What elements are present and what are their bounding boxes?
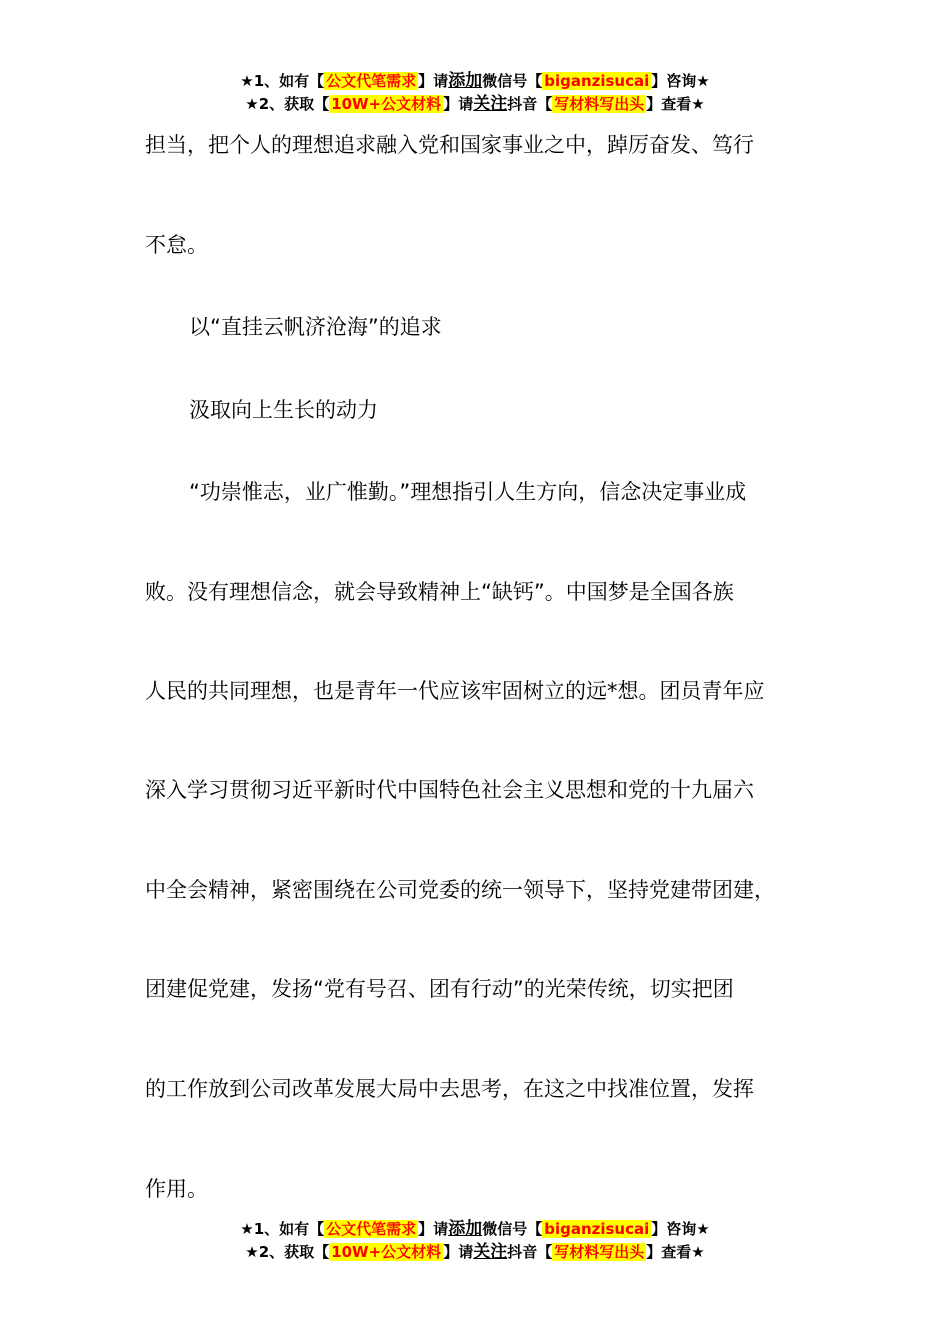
footer-banner [0, 1218, 950, 1264]
banner-text: 】咨询★ [651, 1220, 710, 1238]
banner-line-2 [0, 1241, 950, 1264]
highlight-douyin-account: 写材料写出头 [554, 1243, 645, 1261]
paragraph-line: 的工作放到公司改革发展大局中去思考，在这之中找准位置，发挥 [145, 1077, 754, 1101]
section-heading-line-2: 汲取向上生长的动力 [189, 398, 378, 422]
banner-line-1 [0, 70, 950, 93]
underlined-follow: 关注 [473, 1242, 508, 1262]
banner-text: 】咨询★ [651, 72, 710, 90]
underlined-follow: 关注 [473, 94, 508, 114]
banner-text: 抖音【 [507, 95, 553, 113]
paragraph-line: 中全会精神，紧密围绕在公司党委的统一领导下，坚持党建带团建， [145, 878, 775, 902]
paragraph-line: 团建促党建，发扬“党有号召、团有行动”的光荣传统，切实把团 [145, 977, 734, 1001]
banner-text: 】请 [418, 1220, 449, 1238]
paragraph-line: “功崇惟志，业广惟勤。”理想指引人生方向，信念决定事业成 [189, 480, 747, 504]
banner-text: 】查看★ [646, 95, 705, 113]
banner-text: ★2、获取【 [245, 1243, 330, 1261]
banner-text: ★2、获取【 [245, 95, 330, 113]
paragraph-line: 作用。 [145, 1177, 208, 1201]
banner-line-1 [0, 1218, 950, 1241]
banner-text: 抖音【 [507, 1243, 553, 1261]
highlight-service: 公文代笔需求 [326, 72, 417, 90]
banner-text: ★1、如有【 [240, 72, 325, 90]
paragraph-line: 败。没有理想信念，就会导致精神上“缺钙”。中国梦是全国各族 [145, 580, 734, 604]
paragraph-line: 担当，把个人的理想追求融入党和国家事业之中，踔厉奋发、笃行 [145, 133, 754, 157]
underlined-add: 添加 [448, 1219, 483, 1239]
banner-text: 】请 [418, 72, 449, 90]
banner-text: 】请 [443, 95, 474, 113]
highlight-wechat-id: biganzisucai [544, 72, 650, 90]
paragraph-line: 人民的共同理想，也是青年一代应该牢固树立的远*想。团员青年应 [145, 679, 765, 703]
paragraph-line: 深入学习贯彻习近平新时代中国特色社会主义思想和党的十九届六 [145, 778, 754, 802]
paragraph-line: 不怠。 [145, 233, 208, 257]
highlight-materials: 10W+公文材料 [331, 1243, 442, 1261]
section-heading-line-1: 以“直挂云帆济沧海”的追求 [189, 315, 442, 339]
banner-line-2 [0, 93, 950, 116]
highlight-service: 公文代笔需求 [326, 1220, 417, 1238]
banner-text: ★1、如有【 [240, 1220, 325, 1238]
underlined-add: 添加 [448, 71, 483, 91]
highlight-materials: 10W+公文材料 [331, 95, 442, 113]
banner-text: 】请 [443, 1243, 474, 1261]
banner-text: 微信号【 [482, 1220, 543, 1238]
highlight-wechat-id: biganzisucai [544, 1220, 650, 1238]
header-banner [0, 70, 950, 116]
highlight-douyin-account: 写材料写出头 [554, 95, 645, 113]
banner-text: 】查看★ [646, 1243, 705, 1261]
banner-text: 微信号【 [482, 72, 543, 90]
